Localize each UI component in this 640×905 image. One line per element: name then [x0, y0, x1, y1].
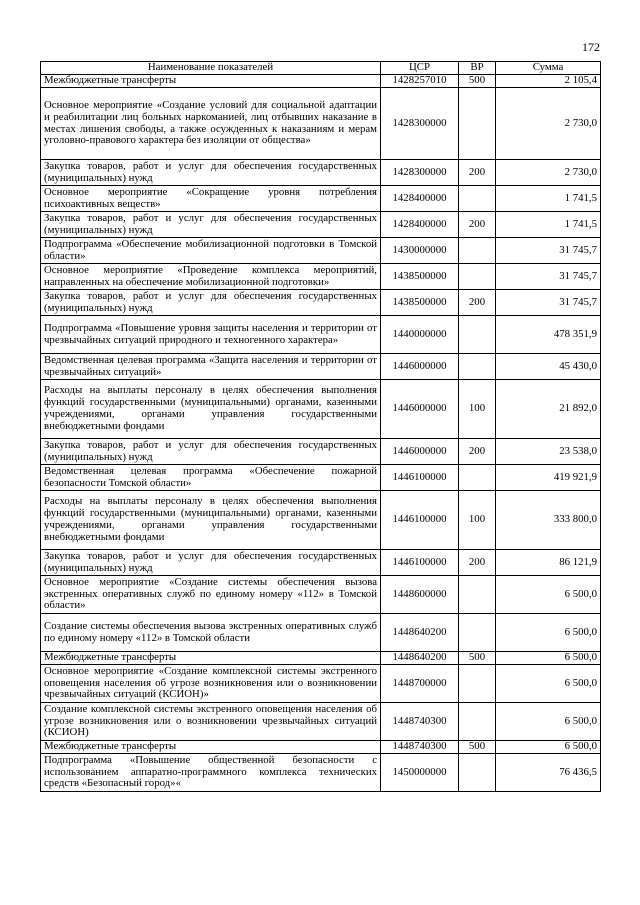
row-sum: 1 741,5	[496, 212, 601, 238]
row-vr	[459, 576, 496, 614]
row-name: Расходы на выплаты персоналу в целях обеспечения выполнения функций государственными (муниципальными) органами, казенными учреждениями, органами управления государственными внебюджетными фондами	[41, 491, 381, 550]
table-row	[41, 238, 601, 264]
row-name: Закупка товаров, работ и услуг для обеспечения государственных (муниципальных) нужд	[41, 160, 381, 186]
column-header-name: Наименование показателей	[41, 62, 381, 75]
row-sum: 1 741,5	[496, 186, 601, 212]
row-name: Создание системы обеспечения вызова экстренных оперативных служб по единому номеру «112» в Томской области	[41, 614, 381, 652]
column-header-csr: ЦСР	[381, 62, 459, 75]
row-name: Подпрограмма «Обеспечение мобилизационной подготовки в Томской области»	[41, 238, 381, 264]
row-sum: 6 500,0	[496, 576, 601, 614]
row-sum: 2 730,0	[496, 88, 601, 160]
row-vr: 100	[459, 491, 496, 550]
row-name: Основное мероприятие «Создание комплексной системы экстренного оповещения населения об угрозе возникновения или о возникновении чрезвычайных ситуаций (КСИОН)»	[41, 665, 381, 703]
table-row	[41, 665, 601, 703]
column-header-sum: Сумма	[496, 62, 601, 75]
row-sum: 31 745,7	[496, 264, 601, 290]
row-sum: 23 538,0	[496, 439, 601, 465]
table-row	[41, 186, 601, 212]
row-name: Межбюджетные трансферты	[41, 75, 381, 88]
row-vr: 200	[459, 290, 496, 316]
row-sum: 6 500,0	[496, 652, 601, 665]
row-vr	[459, 703, 496, 741]
row-name: Ведомственная целевая программа «Защита населения и территории от чрезвычайных ситуаций»	[41, 354, 381, 380]
row-vr	[459, 88, 496, 160]
row-csr: 1428400000	[381, 186, 459, 212]
table-row	[41, 439, 601, 465]
row-csr: 1440000000	[381, 316, 459, 354]
row-sum: 6 500,0	[496, 665, 601, 703]
row-csr: 1446100000	[381, 550, 459, 576]
row-sum: 6 500,0	[496, 741, 601, 754]
table-row	[41, 576, 601, 614]
table-row	[41, 290, 601, 316]
row-csr: 1430000000	[381, 238, 459, 264]
row-csr: 1446000000	[381, 439, 459, 465]
row-sum: 333 800,0	[496, 491, 601, 550]
row-sum: 478 351,9	[496, 316, 601, 354]
row-name: Создание комплексной системы экстренного оповещения населения об угрозе возникновения или о возникновении чрезвычайных ситуаций (КСИОН)	[41, 703, 381, 741]
row-vr	[459, 316, 496, 354]
row-vr	[459, 614, 496, 652]
row-vr	[459, 754, 496, 792]
row-name: Закупка товаров, работ и услуг для обеспечения государственных (муниципальных) нужд	[41, 212, 381, 238]
table-row	[41, 88, 601, 160]
table-row	[41, 741, 601, 754]
row-csr: 1446100000	[381, 465, 459, 491]
table-row	[41, 160, 601, 186]
row-name: Межбюджетные трансферты	[41, 741, 381, 754]
row-name: Закупка товаров, работ и услуг для обеспечения государственных (муниципальных) нужд	[41, 439, 381, 465]
row-name: Межбюджетные трансферты	[41, 652, 381, 665]
table-row	[41, 75, 601, 88]
row-vr: 500	[459, 652, 496, 665]
row-sum: 76 436,5	[496, 754, 601, 792]
row-name: Подпрограмма «Повышение общественной безопасности с использованием аппаратно-программного комплекса технических средств «Безопасный город»«	[41, 754, 381, 792]
row-vr	[459, 264, 496, 290]
row-csr: 1428300000	[381, 160, 459, 186]
row-csr: 1428257010	[381, 75, 459, 88]
row-name: Закупка товаров, работ и услуг для обеспечения государственных (муниципальных) нужд	[41, 550, 381, 576]
row-vr: 100	[459, 380, 496, 439]
row-sum: 2 730,0	[496, 160, 601, 186]
row-sum: 21 892,0	[496, 380, 601, 439]
row-vr: 200	[459, 439, 496, 465]
budget-table	[40, 61, 601, 792]
row-csr: 1448740300	[381, 703, 459, 741]
row-vr	[459, 665, 496, 703]
table-row	[41, 380, 601, 439]
row-csr: 1438500000	[381, 264, 459, 290]
table-row	[41, 264, 601, 290]
table-row	[41, 465, 601, 491]
page-number: 172	[582, 40, 600, 54]
row-csr: 1450000000	[381, 754, 459, 792]
table-row	[41, 703, 601, 741]
row-vr	[459, 238, 496, 264]
row-vr: 500	[459, 741, 496, 754]
row-csr: 1446000000	[381, 380, 459, 439]
row-vr: 200	[459, 160, 496, 186]
table-row	[41, 754, 601, 792]
row-vr	[459, 354, 496, 380]
row-name: Основное мероприятие «Сокращение уровня потребления психоактивных веществ»	[41, 186, 381, 212]
row-csr: 1448600000	[381, 576, 459, 614]
row-name: Подпрограмма «Повышение уровня защиты населения и территории от чрезвычайных ситуаций природного и техногенного характера»	[41, 316, 381, 354]
row-csr: 1428300000	[381, 88, 459, 160]
table-header-row	[41, 62, 601, 75]
row-sum: 86 121,9	[496, 550, 601, 576]
table-row	[41, 614, 601, 652]
column-header-vr: ВР	[459, 62, 496, 75]
row-vr: 200	[459, 550, 496, 576]
row-name: Ведомственная целевая программа «Обеспечение пожарной безопасности Томской области»	[41, 465, 381, 491]
row-csr: 1446100000	[381, 491, 459, 550]
row-sum: 6 500,0	[496, 614, 601, 652]
row-csr: 1448700000	[381, 665, 459, 703]
table-row	[41, 550, 601, 576]
row-sum: 31 745,7	[496, 238, 601, 264]
row-vr	[459, 186, 496, 212]
table-row	[41, 316, 601, 354]
row-name: Основное мероприятие «Создание системы обеспечения вызова экстренных оперативных служб по единому номеру «112» в Томской области»	[41, 576, 381, 614]
table-row	[41, 652, 601, 665]
row-csr: 1448640200	[381, 652, 459, 665]
row-csr: 1446000000	[381, 354, 459, 380]
row-csr: 1438500000	[381, 290, 459, 316]
row-csr: 1448740300	[381, 741, 459, 754]
row-name: Основное мероприятие «Проведение комплекса мероприятий, направленных на обеспечение мобилизационной подготовки»	[41, 264, 381, 290]
row-sum: 31 745,7	[496, 290, 601, 316]
row-sum: 2 105,4	[496, 75, 601, 88]
table-row	[41, 491, 601, 550]
row-vr: 500	[459, 75, 496, 88]
table-row	[41, 212, 601, 238]
row-csr: 1448640200	[381, 614, 459, 652]
row-sum: 45 430,0	[496, 354, 601, 380]
row-csr: 1428400000	[381, 212, 459, 238]
row-vr: 200	[459, 212, 496, 238]
table-row	[41, 354, 601, 380]
row-name: Расходы на выплаты персоналу в целях обеспечения выполнения функций государственными (муниципальными) органами, казенными учреждениями, органами управления государственными внебюджетными фондами	[41, 380, 381, 439]
row-name: Закупка товаров, работ и услуг для обеспечения государственных (муниципальных) нужд	[41, 290, 381, 316]
row-sum: 419 921,9	[496, 465, 601, 491]
row-sum: 6 500,0	[496, 703, 601, 741]
row-vr	[459, 465, 496, 491]
row-name: Основное мероприятие «Создание условий для социальной адаптации и реабилитации лиц больных наркоманией, лиц отбывших наказание в местах лишения свободы, а также осужденных к наказаниям и мерам уголовно-правового характера без изоляции от общества»	[41, 88, 381, 160]
